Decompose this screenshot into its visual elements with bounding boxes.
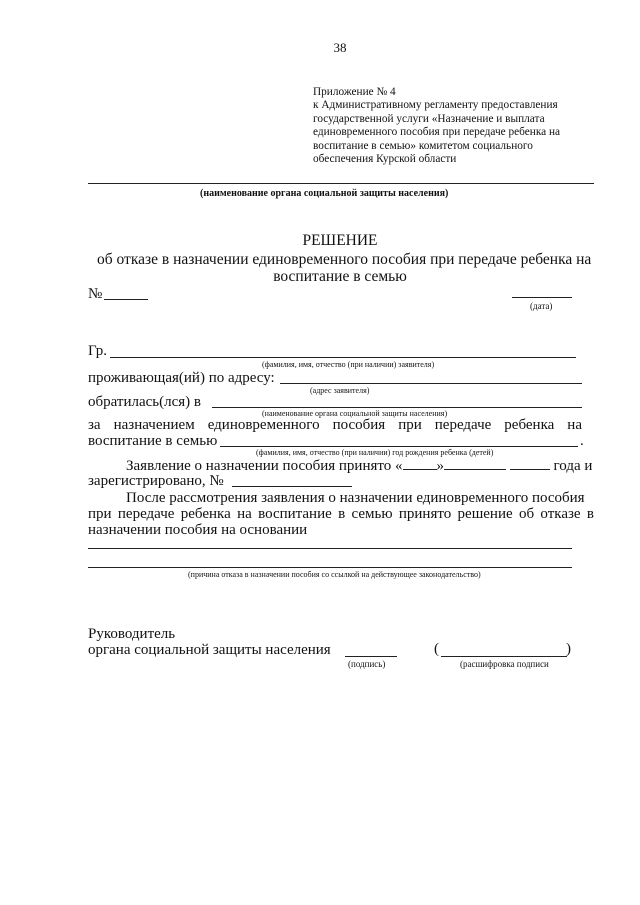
decision-date-field[interactable] bbox=[512, 297, 572, 298]
accepted-text-a: Заявление о назначении пособия принято « bbox=[126, 458, 403, 474]
signature-field[interactable] bbox=[345, 656, 397, 657]
decision-subtitle-2: воспитание в семью bbox=[273, 268, 407, 285]
accepted-year-field[interactable] bbox=[510, 457, 550, 470]
decode-caption: (расшифровка подписи bbox=[460, 659, 549, 669]
applied-label: обратилась(лся) в bbox=[88, 394, 201, 410]
signature-decode-field[interactable] bbox=[441, 656, 567, 657]
organ-name-caption: (наименование органа социальной защиты населения) bbox=[200, 188, 449, 199]
purpose-end: . bbox=[580, 433, 584, 449]
accepted-month-field[interactable] bbox=[444, 457, 506, 470]
reason-caption: (причина отказа в назначении пособия со ссылкой на действующее законодательство) bbox=[188, 570, 481, 579]
head-title: Руководитель bbox=[88, 626, 176, 642]
child-name-field[interactable] bbox=[220, 446, 578, 447]
registered-label: зарегистрировано, № bbox=[88, 473, 224, 489]
review-line-2: при передаче ребенка на воспитание в семью принято решение об отказе в bbox=[88, 506, 594, 522]
address-field[interactable] bbox=[280, 383, 582, 384]
accepted-day-field[interactable] bbox=[403, 457, 437, 470]
registration-number-field[interactable] bbox=[232, 486, 352, 487]
page-number: 38 bbox=[333, 40, 347, 55]
appendix-line: обеспечения Курской области bbox=[313, 153, 457, 166]
purpose-line-2: воспитание в семью bbox=[88, 433, 218, 449]
appendix-line: единовременного пособия при передаче ребенка на bbox=[313, 126, 561, 139]
appendix-line: воспитание в семью» комитетом социального bbox=[313, 139, 533, 152]
decision-title: РЕШЕНИЕ bbox=[302, 232, 378, 249]
organ-name-line[interactable] bbox=[88, 183, 594, 184]
appendix-line: к Административному регламенту предоставления bbox=[313, 99, 558, 112]
accepted-text-c: года и bbox=[553, 458, 593, 474]
reason-field-2[interactable] bbox=[88, 567, 572, 568]
address-label: проживающая(ий) по адресу: bbox=[88, 370, 275, 386]
fio-caption: (фамилия, имя, отчество (при наличии) заявителя) bbox=[262, 360, 435, 369]
accepted-text-b: » bbox=[436, 458, 444, 474]
applied-caption: (наименование органа социальной защиты населения) bbox=[262, 409, 448, 418]
purpose-line: за назначением единовременного пособия при передаче ребенка на bbox=[88, 417, 582, 433]
appendix-block bbox=[313, 86, 560, 166]
review-line-3: назначении пособия на основании bbox=[88, 522, 308, 538]
decision-number-label: № bbox=[88, 286, 103, 302]
review-line: После рассмотрения заявления о назначении единовременного пособия bbox=[126, 490, 585, 506]
child-caption: (фамилия, имя, отчество (при наличии) год рождения ребенка (детей) bbox=[256, 448, 494, 457]
head-organ: органа социальной защиты населения bbox=[88, 642, 331, 658]
address-caption: (адрес заявителя) bbox=[310, 386, 370, 395]
signature-caption: (подпись) bbox=[348, 659, 386, 669]
decision-number-field[interactable] bbox=[104, 299, 148, 300]
open-paren: ( bbox=[434, 641, 439, 657]
appendix-line: Приложение № 4 bbox=[313, 86, 396, 98]
gr-label: Гр. bbox=[88, 343, 107, 359]
appendix-line: государственной услуги «Назначение и выплата bbox=[313, 112, 545, 125]
date-caption: (дата) bbox=[530, 301, 553, 311]
applicant-name-field[interactable] bbox=[110, 357, 576, 358]
close-paren: ) bbox=[566, 641, 571, 657]
reason-field[interactable] bbox=[88, 548, 572, 549]
decision-subtitle: об отказе в назначении единовременного пособия при передаче ребенка на bbox=[97, 251, 592, 268]
applied-organ-field[interactable] bbox=[212, 407, 582, 408]
